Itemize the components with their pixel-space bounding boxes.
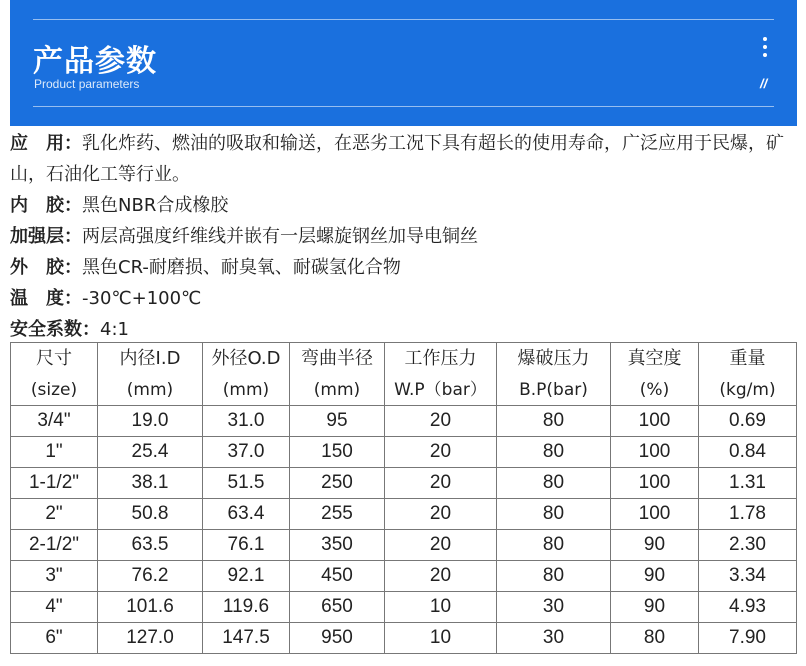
spec-outer-rubber	[10, 252, 796, 283]
spec-list	[10, 128, 796, 345]
cell-inner-diameter: 101.6	[98, 592, 203, 623]
spec-value: 两层高强度纤维线并嵌有一层螺旋钢丝加导电铜丝	[82, 226, 478, 247]
spec-value: 黑色NBR合成橡胶	[82, 195, 229, 216]
cell-size: 4"	[11, 592, 98, 623]
table-row	[11, 592, 797, 623]
cell-working-pressure: 20	[385, 437, 497, 468]
cell-burst-pressure: 30	[497, 592, 611, 623]
cell-working-pressure: 10	[385, 592, 497, 623]
cell-size: 1"	[11, 437, 98, 468]
cell-outer-diameter: 76.1	[203, 530, 290, 561]
header-bend-radius: 弯曲半径	[290, 343, 385, 375]
cell-outer-diameter: 63.4	[203, 499, 290, 530]
spec-value: 乳化炸药、燃油的吸取和输送，在恶劣工况下具有超长的使用寿命，广泛应用于民爆，矿山，石油化工等行业。	[10, 133, 784, 185]
cell-outer-diameter: 37.0	[203, 437, 290, 468]
unit-size: (size)	[11, 374, 98, 406]
header-weight: 重量	[699, 343, 797, 375]
table-row	[11, 561, 797, 592]
unit-vacuum: (%)	[611, 374, 699, 406]
cell-inner-diameter: 50.8	[98, 499, 203, 530]
table-row	[11, 437, 797, 468]
spec-label: 应 用：	[10, 133, 82, 154]
spec-application	[10, 128, 796, 190]
cell-working-pressure: 20	[385, 499, 497, 530]
table-row	[11, 406, 797, 437]
cell-vacuum: 100	[611, 406, 699, 437]
banner-title: 产品参数	[33, 44, 157, 79]
cell-vacuum: 90	[611, 530, 699, 561]
cell-bend-radius: 950	[290, 623, 385, 654]
slash-mark: //	[760, 76, 768, 91]
header-vacuum: 真空度	[611, 343, 699, 375]
cell-vacuum: 100	[611, 499, 699, 530]
cell-outer-diameter: 51.5	[203, 468, 290, 499]
cell-weight: 1.78	[699, 499, 797, 530]
cell-size: 2"	[11, 499, 98, 530]
cell-weight: 0.69	[699, 406, 797, 437]
spec-safety-factor	[10, 314, 796, 345]
cell-inner-diameter: 19.0	[98, 406, 203, 437]
header-burst-pressure: 爆破压力	[497, 343, 611, 375]
cell-vacuum: 100	[611, 468, 699, 499]
cell-size: 3/4"	[11, 406, 98, 437]
cell-inner-diameter: 25.4	[98, 437, 203, 468]
cell-outer-diameter: 147.5	[203, 623, 290, 654]
cell-bend-radius: 650	[290, 592, 385, 623]
cell-inner-diameter: 38.1	[98, 468, 203, 499]
spec-label: 内 胶：	[10, 195, 82, 216]
cell-working-pressure: 20	[385, 530, 497, 561]
cell-burst-pressure: 80	[497, 437, 611, 468]
unit-outer-diameter: (mm)	[203, 374, 290, 406]
cell-size: 3"	[11, 561, 98, 592]
spec-value: 4:1	[100, 319, 129, 340]
header-size: 尺寸	[11, 343, 98, 375]
parameter-table	[10, 342, 797, 654]
unit-working-pressure: W.P（bar）	[385, 374, 497, 406]
table-unit-row	[11, 374, 797, 406]
spec-temperature	[10, 283, 796, 314]
vertical-dots-icon	[763, 37, 769, 61]
spec-label: 加强层：	[10, 226, 82, 247]
product-parameters-banner	[10, 0, 797, 126]
cell-outer-diameter: 31.0	[203, 406, 290, 437]
cell-vacuum: 100	[611, 437, 699, 468]
spec-label: 温 度：	[10, 288, 82, 309]
cell-burst-pressure: 80	[497, 561, 611, 592]
cell-bend-radius: 250	[290, 468, 385, 499]
banner-bottom-divider	[33, 106, 774, 107]
cell-weight: 3.34	[699, 561, 797, 592]
cell-bend-radius: 150	[290, 437, 385, 468]
spec-reinforcement	[10, 221, 796, 252]
cell-outer-diameter: 119.6	[203, 592, 290, 623]
cell-size: 2-1/2"	[11, 530, 98, 561]
table-row	[11, 530, 797, 561]
cell-working-pressure: 20	[385, 561, 497, 592]
cell-size: 1-1/2"	[11, 468, 98, 499]
banner-subtitle: Product parameters	[34, 77, 140, 91]
table-row	[11, 623, 797, 654]
cell-size: 6"	[11, 623, 98, 654]
cell-vacuum: 90	[611, 592, 699, 623]
cell-weight: 2.30	[699, 530, 797, 561]
table-row	[11, 499, 797, 530]
cell-inner-diameter: 63.5	[98, 530, 203, 561]
cell-inner-diameter: 127.0	[98, 623, 203, 654]
cell-working-pressure: 20	[385, 468, 497, 499]
cell-weight: 1.31	[699, 468, 797, 499]
spec-value: -30℃+100℃	[82, 288, 202, 309]
table-body	[11, 406, 797, 654]
cell-burst-pressure: 80	[497, 406, 611, 437]
cell-burst-pressure: 80	[497, 530, 611, 561]
cell-burst-pressure: 80	[497, 468, 611, 499]
spec-label: 安全系数：	[10, 319, 100, 340]
header-working-pressure: 工作压力	[385, 343, 497, 375]
cell-working-pressure: 10	[385, 623, 497, 654]
cell-weight: 0.84	[699, 437, 797, 468]
cell-inner-diameter: 76.2	[98, 561, 203, 592]
unit-burst-pressure: B.P(bar)	[497, 374, 611, 406]
cell-burst-pressure: 80	[497, 499, 611, 530]
unit-bend-radius: (mm)	[290, 374, 385, 406]
cell-bend-radius: 255	[290, 499, 385, 530]
cell-outer-diameter: 92.1	[203, 561, 290, 592]
cell-weight: 4.93	[699, 592, 797, 623]
unit-weight: (kg/m)	[699, 374, 797, 406]
cell-bend-radius: 95	[290, 406, 385, 437]
cell-working-pressure: 20	[385, 406, 497, 437]
unit-inner-diameter: (mm)	[98, 374, 203, 406]
cell-vacuum: 80	[611, 623, 699, 654]
spec-label: 外 胶：	[10, 257, 82, 278]
table-row	[11, 468, 797, 499]
cell-bend-radius: 450	[290, 561, 385, 592]
header-inner-diameter: 内径I.D	[98, 343, 203, 375]
spec-value: 黑色CR-耐磨损、耐臭氧、耐碳氢化合物	[82, 257, 401, 278]
spec-inner-rubber	[10, 190, 796, 221]
banner-top-divider	[33, 19, 774, 20]
header-outer-diameter: 外径O.D	[203, 343, 290, 375]
cell-weight: 7.90	[699, 623, 797, 654]
table-header-row	[11, 343, 797, 375]
cell-bend-radius: 350	[290, 530, 385, 561]
cell-burst-pressure: 30	[497, 623, 611, 654]
cell-vacuum: 90	[611, 561, 699, 592]
